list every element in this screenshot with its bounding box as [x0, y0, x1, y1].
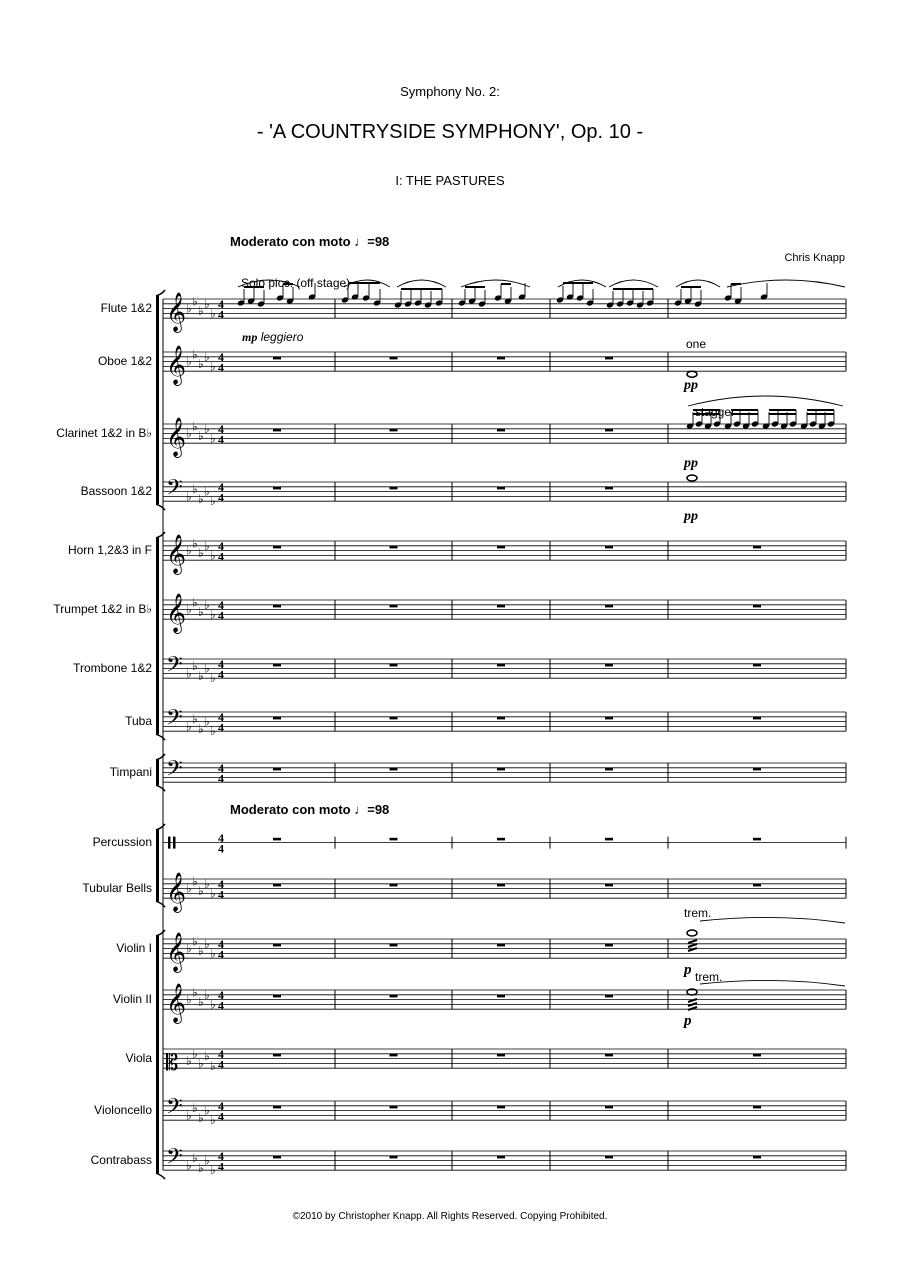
copyright-footer: ©2010 by Christopher Knapp. All Rights Reserved. Copying Prohibited. — [292, 1211, 608, 1222]
tempo-bpm: =98 — [367, 234, 390, 249]
flat-icon: ♭ — [192, 419, 198, 434]
flat-icon: ♭ — [198, 721, 204, 736]
composer-name: Chris Knapp — [784, 252, 845, 264]
flat-icon: ♭ — [192, 659, 198, 674]
flat-icon: ♭ — [192, 934, 198, 949]
flat-icon: ♭ — [210, 671, 216, 686]
instrument-name: Violin II — [112, 991, 152, 1006]
flat-icon: ♭ — [198, 429, 204, 443]
slur — [727, 280, 845, 287]
whole-rest — [497, 884, 505, 887]
whole-rest — [390, 429, 398, 432]
whole-rest — [605, 717, 613, 720]
whole-rest — [497, 605, 505, 608]
time-signature-top: 4 — [218, 937, 224, 952]
time-signature-bottom: 4 — [218, 841, 224, 856]
bass-clef-icon: 𝄢 — [166, 1094, 183, 1125]
flat-icon: ♭ — [198, 1056, 204, 1071]
whole-rest — [273, 1156, 281, 1159]
bass-clef-icon: 𝄢 — [166, 1144, 183, 1175]
flat-icon: ♭ — [210, 1058, 216, 1073]
time-signature-bottom: 4 — [218, 608, 224, 623]
flat-icon: ♭ — [192, 1101, 198, 1116]
quarter-note-icon: ♩ — [354, 802, 368, 817]
flat-icon: ♭ — [210, 1163, 216, 1178]
flat-icon: ♭ — [186, 489, 192, 504]
instrument-name: Trombone 1&2 — [73, 660, 152, 675]
percussion-clef-icon — [168, 837, 171, 849]
whole-rest — [273, 605, 281, 608]
bracket-hook — [156, 824, 165, 830]
flat-icon: ♭ — [192, 712, 198, 727]
flat-icon: ♭ — [186, 1054, 192, 1068]
whole-rest — [390, 487, 398, 490]
flat-icon: ♭ — [204, 714, 210, 729]
instrument-name: Horn 1,2&3 in F — [67, 542, 152, 557]
group-bracket — [156, 760, 159, 785]
whole-rest — [273, 546, 281, 549]
whole-rest — [605, 884, 613, 887]
flat-icon: ♭ — [186, 719, 192, 734]
treble-clef-icon: 𝄞 — [166, 983, 187, 1024]
treble-clef-icon: 𝄞 — [166, 292, 187, 333]
whole-rest — [497, 1156, 505, 1159]
time-signature-top: 4 — [218, 539, 224, 554]
time-signature-bottom: 4 — [218, 360, 224, 375]
bass-clef-icon: 𝄢 — [166, 705, 183, 736]
instrument-name: Tubular Bells — [82, 880, 152, 895]
instrument-name: Violoncello — [94, 1102, 152, 1117]
instrument-name: Contrabass — [90, 1152, 152, 1167]
whole-rest — [273, 1106, 281, 1109]
time-signature-bottom: 4 — [218, 1109, 224, 1124]
whole-rest — [497, 717, 505, 720]
whole-rest — [753, 838, 761, 841]
bracket-hook — [156, 532, 165, 538]
flat-icon: ♭ — [210, 886, 216, 901]
page-title: - 'A COUNTRYSIDE SYMPHONY', Op. 10 - — [256, 121, 644, 143]
instrument-name: Percussion — [92, 834, 152, 849]
time-signature-top: 4 — [218, 480, 224, 495]
bracket-hook — [156, 1173, 165, 1179]
whole-rest — [273, 768, 281, 771]
flat-icon: ♭ — [198, 491, 204, 506]
whole-rest — [273, 664, 281, 667]
flat-icon: ♭ — [186, 881, 192, 896]
whole-rest — [605, 605, 613, 608]
bass-clef-icon: 𝄢 — [166, 475, 183, 506]
flat-icon: ♭ — [198, 605, 204, 619]
whole-rest — [605, 944, 613, 947]
slur — [461, 280, 530, 287]
flat-icon: ♭ — [192, 482, 198, 497]
whole-rest — [390, 1054, 398, 1057]
whole-rest — [753, 1054, 761, 1057]
time-signature-top: 4 — [218, 350, 224, 365]
whole-rest — [605, 357, 613, 360]
flat-icon: ♭ — [198, 1160, 204, 1175]
whole-rest — [390, 605, 398, 608]
flat-icon: ♭ — [192, 1046, 198, 1061]
time-signature-bottom: 4 — [218, 307, 224, 322]
instrument-name: Flute 1&2 — [100, 300, 152, 315]
time-signature-top: 4 — [218, 831, 224, 846]
whole-rest — [497, 357, 505, 360]
treble-clef-icon: 𝄞 — [166, 417, 187, 458]
bracket-hook — [156, 785, 165, 791]
flat-icon: ♭ — [192, 294, 198, 309]
whole-rest — [753, 664, 761, 667]
slur — [609, 280, 658, 287]
tie — [700, 980, 845, 986]
time-signature-top: 4 — [218, 877, 224, 892]
time-signature-top: 4 — [218, 1149, 224, 1164]
percussion-clef-icon — [173, 837, 176, 849]
flat-icon: ♭ — [198, 546, 204, 560]
whole-rest — [605, 429, 613, 432]
clarinet-dynamic: pp — [684, 456, 698, 471]
flat-icon: ♭ — [204, 421, 210, 436]
flat-icon: ♭ — [210, 946, 216, 961]
whole-rest — [605, 1054, 613, 1057]
time-signature-bottom: 4 — [218, 771, 224, 786]
flat-icon: ♭ — [204, 296, 210, 311]
time-signature-top: 4 — [218, 657, 224, 672]
flat-icon: ♭ — [186, 354, 192, 369]
whole-rest — [390, 546, 398, 549]
whole-rest — [753, 546, 761, 549]
bassoon-dynamic: pp — [684, 509, 698, 524]
whole-rest — [273, 838, 281, 841]
time-signature-top: 4 — [218, 761, 224, 776]
instrument-name: Viola — [125, 1050, 152, 1065]
flat-icon: ♭ — [186, 602, 192, 617]
whole-rest — [390, 838, 398, 841]
flat-icon: ♭ — [210, 548, 216, 563]
flat-icon: ♭ — [210, 607, 216, 622]
whole-rest — [753, 605, 761, 608]
flat-icon: ♭ — [186, 426, 192, 441]
time-signature-bottom: 4 — [218, 998, 224, 1013]
quarter-note-icon: ♩ — [354, 234, 368, 249]
time-signature-top: 4 — [218, 297, 224, 312]
whole-rest — [390, 717, 398, 720]
bracket-hook — [156, 901, 165, 907]
whole-note — [687, 930, 697, 936]
instrument-name: Violin I — [116, 940, 152, 955]
whole-rest — [605, 1106, 613, 1109]
whole-rest — [390, 768, 398, 771]
time-signature-top: 4 — [218, 988, 224, 1003]
flat-icon: ♭ — [204, 484, 210, 499]
treble-clef-icon: 𝄞 — [166, 345, 187, 386]
whole-rest — [497, 995, 505, 998]
tremolo-stroke — [688, 1003, 697, 1006]
instrument-name: Oboe 1&2 — [97, 353, 152, 368]
whole-rest — [605, 838, 613, 841]
tremolo-stroke — [688, 940, 697, 943]
whole-rest — [273, 717, 281, 720]
group-bracket — [156, 538, 159, 734]
whole-rest — [273, 944, 281, 947]
violin2-dynamic: p — [684, 1013, 692, 1029]
flat-icon: ♭ — [192, 874, 198, 889]
time-signature-bottom: 4 — [218, 490, 224, 505]
whole-rest — [497, 487, 505, 490]
flat-icon: ♭ — [204, 1049, 210, 1064]
flat-icon: ♭ — [198, 668, 204, 683]
group-bracket — [156, 936, 159, 1173]
whole-rest — [497, 768, 505, 771]
whole-rest — [273, 357, 281, 360]
whole-rest — [390, 664, 398, 667]
flat-icon: ♭ — [186, 301, 192, 316]
flat-icon: ♭ — [186, 543, 192, 558]
whole-rest — [390, 884, 398, 887]
treble-clef-icon: 𝄞 — [166, 872, 187, 913]
time-signature-top: 4 — [218, 1099, 224, 1114]
flat-icon: ♭ — [186, 992, 192, 1007]
bracket-hook — [156, 734, 165, 740]
flat-icon: ♭ — [198, 884, 204, 898]
group-bracket — [156, 830, 159, 901]
flat-icon: ♭ — [192, 985, 198, 1000]
flat-icon: ♭ — [198, 357, 204, 371]
whole-rest — [753, 717, 761, 720]
whole-rest — [497, 429, 505, 432]
time-signature-bottom: 4 — [218, 1057, 224, 1072]
violin2-direction: trem. — [695, 970, 723, 984]
tempo-bpm: =98 — [367, 802, 390, 817]
bass-clef-icon: 𝄢 — [166, 756, 183, 787]
flat-icon: ♭ — [198, 304, 204, 318]
whole-rest — [497, 1106, 505, 1109]
flat-icon: ♭ — [210, 997, 216, 1012]
time-signature-bottom: 4 — [218, 432, 224, 447]
flat-icon: ♭ — [204, 1103, 210, 1118]
time-signature-bottom: 4 — [218, 1159, 224, 1174]
flat-icon: ♭ — [186, 1158, 192, 1173]
flat-icon: ♭ — [210, 1113, 216, 1128]
movement-title: I: THE PASTURES — [395, 173, 505, 188]
group-bracket — [156, 296, 159, 504]
treble-clef-icon: 𝄞 — [166, 534, 187, 575]
solo-direction: Solo picc. (off stage) — [241, 276, 351, 290]
time-signature-bottom: 4 — [218, 887, 224, 902]
bass-clef-icon: 𝄢 — [166, 652, 183, 683]
flat-icon: ♭ — [204, 597, 210, 612]
whole-rest — [273, 429, 281, 432]
whole-rest — [497, 838, 505, 841]
violin1-dynamic: p — [684, 962, 692, 978]
whole-rest — [390, 1156, 398, 1159]
time-signature-bottom: 4 — [218, 549, 224, 564]
flat-icon: ♭ — [192, 1151, 198, 1166]
whole-rest — [273, 487, 281, 490]
time-signature-top: 4 — [218, 710, 224, 725]
slur — [397, 280, 446, 287]
bracket-hook — [156, 504, 165, 510]
flat-icon: ♭ — [192, 595, 198, 610]
whole-rest — [497, 1054, 505, 1057]
tremolo-stroke — [688, 944, 697, 947]
flat-icon: ♭ — [204, 538, 210, 553]
flat-icon: ♭ — [210, 494, 216, 509]
bracket-hook — [156, 754, 165, 760]
whole-rest — [753, 768, 761, 771]
treble-clef-icon: 𝄞 — [166, 932, 187, 973]
time-signature-bottom: 4 — [218, 947, 224, 962]
flat-icon: ♭ — [198, 1110, 204, 1125]
bracket-hook — [156, 290, 165, 296]
whole-rest — [273, 1054, 281, 1057]
tie — [700, 917, 845, 923]
whole-rest — [753, 884, 761, 887]
violin1-direction: trem. — [684, 906, 712, 920]
flat-icon: ♭ — [186, 666, 192, 681]
time-signature-top: 4 — [218, 422, 224, 437]
instrument-name: Timpani — [109, 764, 152, 779]
instrument-name: Tuba — [125, 713, 152, 728]
whole-rest — [753, 1156, 761, 1159]
whole-rest — [390, 1106, 398, 1109]
flat-icon: ♭ — [186, 941, 192, 956]
whole-rest — [605, 546, 613, 549]
instrument-name: Bassoon 1&2 — [80, 483, 152, 498]
tempo-label: Moderato con moto — [230, 234, 351, 249]
flat-icon: ♭ — [204, 936, 210, 951]
symphony-subtitle: Symphony No. 2: — [400, 84, 500, 99]
treble-clef-icon: 𝄞 — [166, 593, 187, 634]
bracket-hook — [156, 930, 165, 936]
flat-icon: ♭ — [210, 359, 216, 374]
whole-rest — [605, 995, 613, 998]
dynamic-mp: mp — [242, 330, 258, 344]
flat-icon: ♭ — [192, 536, 198, 551]
clarinet-direction: stagger — [695, 405, 736, 419]
whole-note — [687, 371, 697, 377]
whole-rest — [605, 1156, 613, 1159]
whole-rest — [390, 995, 398, 998]
whole-rest — [390, 944, 398, 947]
flat-icon: ♭ — [210, 431, 216, 446]
oboe-dynamic: pp — [684, 378, 698, 393]
flat-icon: ♭ — [204, 876, 210, 891]
flat-icon: ♭ — [210, 306, 216, 321]
whole-rest — [497, 944, 505, 947]
time-signature-top: 4 — [218, 1047, 224, 1062]
time-signature-bottom: 4 — [218, 720, 224, 735]
instrument-name: Clarinet 1&2 in B♭ — [56, 425, 152, 440]
alto-clef-icon: 𝄡 — [166, 1051, 179, 1077]
instrument-name: Trumpet 1&2 in B♭ — [53, 601, 152, 616]
whole-note — [687, 475, 697, 481]
flat-icon: ♭ — [198, 995, 204, 1009]
whole-rest — [273, 995, 281, 998]
oboe-direction: one — [686, 337, 707, 351]
whole-rest — [497, 664, 505, 667]
tempo-label: Moderato con moto — [230, 802, 351, 817]
whole-rest — [390, 357, 398, 360]
expression-text: leggiero — [260, 330, 304, 344]
whole-rest — [753, 1106, 761, 1109]
flat-icon: ♭ — [204, 1153, 210, 1168]
flat-icon: ♭ — [186, 1108, 192, 1123]
slur — [688, 396, 843, 406]
flat-icon: ♭ — [210, 724, 216, 739]
flat-icon: ♭ — [198, 944, 204, 958]
time-signature-bottom: 4 — [218, 667, 224, 682]
flat-icon: ♭ — [204, 661, 210, 676]
whole-rest — [605, 768, 613, 771]
flat-icon: ♭ — [192, 347, 198, 362]
whole-rest — [605, 487, 613, 490]
flat-icon: ♭ — [204, 987, 210, 1002]
slur — [238, 280, 300, 287]
time-signature-top: 4 — [218, 598, 224, 613]
whole-rest — [497, 546, 505, 549]
whole-rest — [273, 884, 281, 887]
whole-rest — [605, 664, 613, 667]
flat-icon: ♭ — [204, 349, 210, 364]
slur — [676, 280, 720, 287]
